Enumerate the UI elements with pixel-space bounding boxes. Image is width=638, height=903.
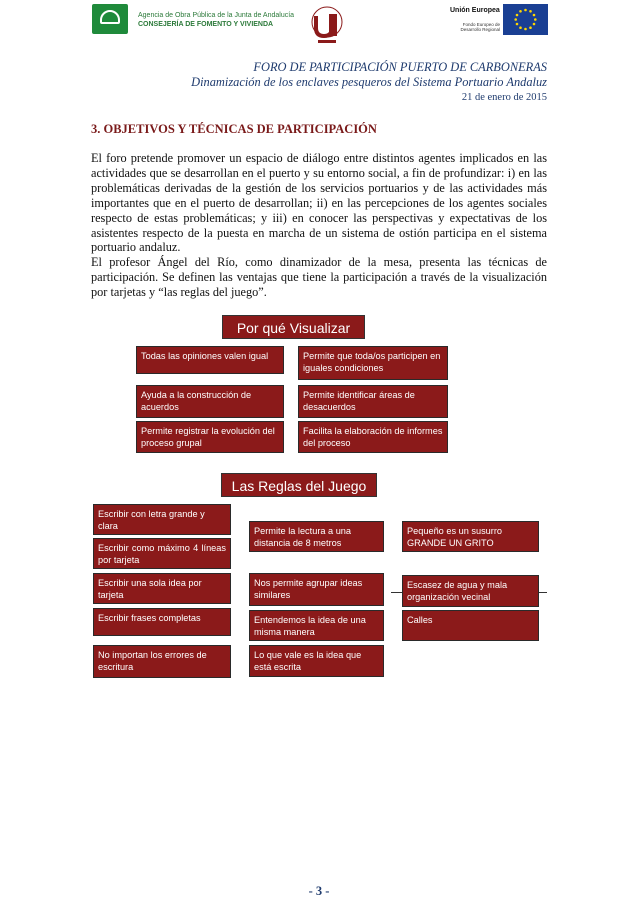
section-heading: 3. OBJETIVOS Y TÉCNICAS DE PARTICIPACIÓN: [91, 122, 377, 136]
card-construccion-acuerdos: Ayuda a la construcción de acuerdos: [136, 385, 284, 418]
card-elaboracion-informes: Facilita la elaboración de informes del proceso: [298, 421, 448, 453]
rule-frases-completas: Escribir frases completas: [93, 608, 231, 636]
forum-title: FORO DE PARTICIPACIÓN PUERTO DE CARBONERAS: [253, 60, 547, 74]
example-escasez-agua: Escasez de agua y mala organización vecinal: [402, 575, 539, 607]
rule-errores-escritura: No importan los errores de escritura: [93, 645, 231, 678]
fondo-europeo-label: Fondo Europeo de Desarrollo Regional: [460, 22, 500, 32]
example-calles: Calles: [402, 610, 539, 641]
reason-idea-escrita: Lo que vale es la idea que está escrita: [249, 645, 384, 677]
universidad-sevilla-logo: [298, 4, 356, 48]
card-evolucion-proceso: Permite registrar la evolución del proceso grupal: [136, 421, 284, 453]
rule-letra-grande: Escribir con letra grande y clara: [93, 504, 231, 535]
rule-maximo-4-lineas: Escribir como máximo 4 líneas por tarjeta: [93, 538, 231, 569]
union-europea-label: Unión Europea: [450, 7, 500, 14]
card-iguales-condiciones: Permite que toda/os participen en iguales condiciones: [298, 346, 448, 380]
forum-subtitle: Dinamización de los enclaves pesqueros del Sistema Portuario Andaluz: [191, 75, 547, 89]
rule-una-idea: Escribir una sola idea por tarjeta: [93, 573, 231, 604]
junta-agency-name: Agencia de Obra Pública de la Junta de Andalucía: [138, 12, 295, 19]
junta-department-name: CONSEJERÍA DE FOMENTO Y VIVIENDA: [138, 21, 274, 28]
paragraph-objectives: El foro pretende promover un espacio de diálogo entre distintos agentes implicados en las actividades que se desarrollan en el puerto y su entorno social, a fin de profundizar: i) en las problemáticas derivadas de la gestión de los servicios portuarios y de las actividades más importantes que en el puerto de desarrollan; ii) en las percepciones de los agentes sociales respecto de estas problemáticas; y iii) en conocer las perspectivas y expectativas de los asistentes respecto de la puesta en marcha de un sistema de ostión participa en el sistema portuario andaluz.: [91, 151, 547, 255]
example-susurro-grito: Pequeño es un susurro GRANDE UN GRITO: [402, 521, 539, 552]
diagram-title-reglas-del-juego: Las Reglas del Juego: [221, 473, 377, 497]
reason-agrupar-ideas: Nos permite agrupar ideas similares: [249, 573, 384, 606]
body-text: [91, 151, 547, 300]
card-todas-opiniones: Todas las opiniones valen igual: [136, 346, 284, 374]
paragraph-techniques: El profesor Ángel del Río, como dinamizador de la mesa, presenta las técnicas de participación. Se definen las ventajas que tiene la participación a través de la visualización por tarjetas y “las reglas del juego”.: [91, 255, 547, 300]
forum-date: 21 de enero de 2015: [461, 92, 547, 103]
page-number: - 3 -: [308, 884, 330, 898]
eu-flag-icon: [503, 4, 548, 35]
card-areas-desacuerdo: Permite identificar áreas de desacuerdos: [298, 385, 448, 418]
junta-andalucia-logo: [92, 4, 128, 34]
junta-andalucia-text: [138, 11, 294, 29]
diagram-title-por-que-visualizar: Por qué Visualizar: [222, 315, 365, 339]
reason-misma-manera: Entendemos la idea de una misma manera: [249, 610, 384, 641]
reason-lectura-distancia: Permite la lectura a una distancia de 8 metros: [249, 521, 384, 552]
